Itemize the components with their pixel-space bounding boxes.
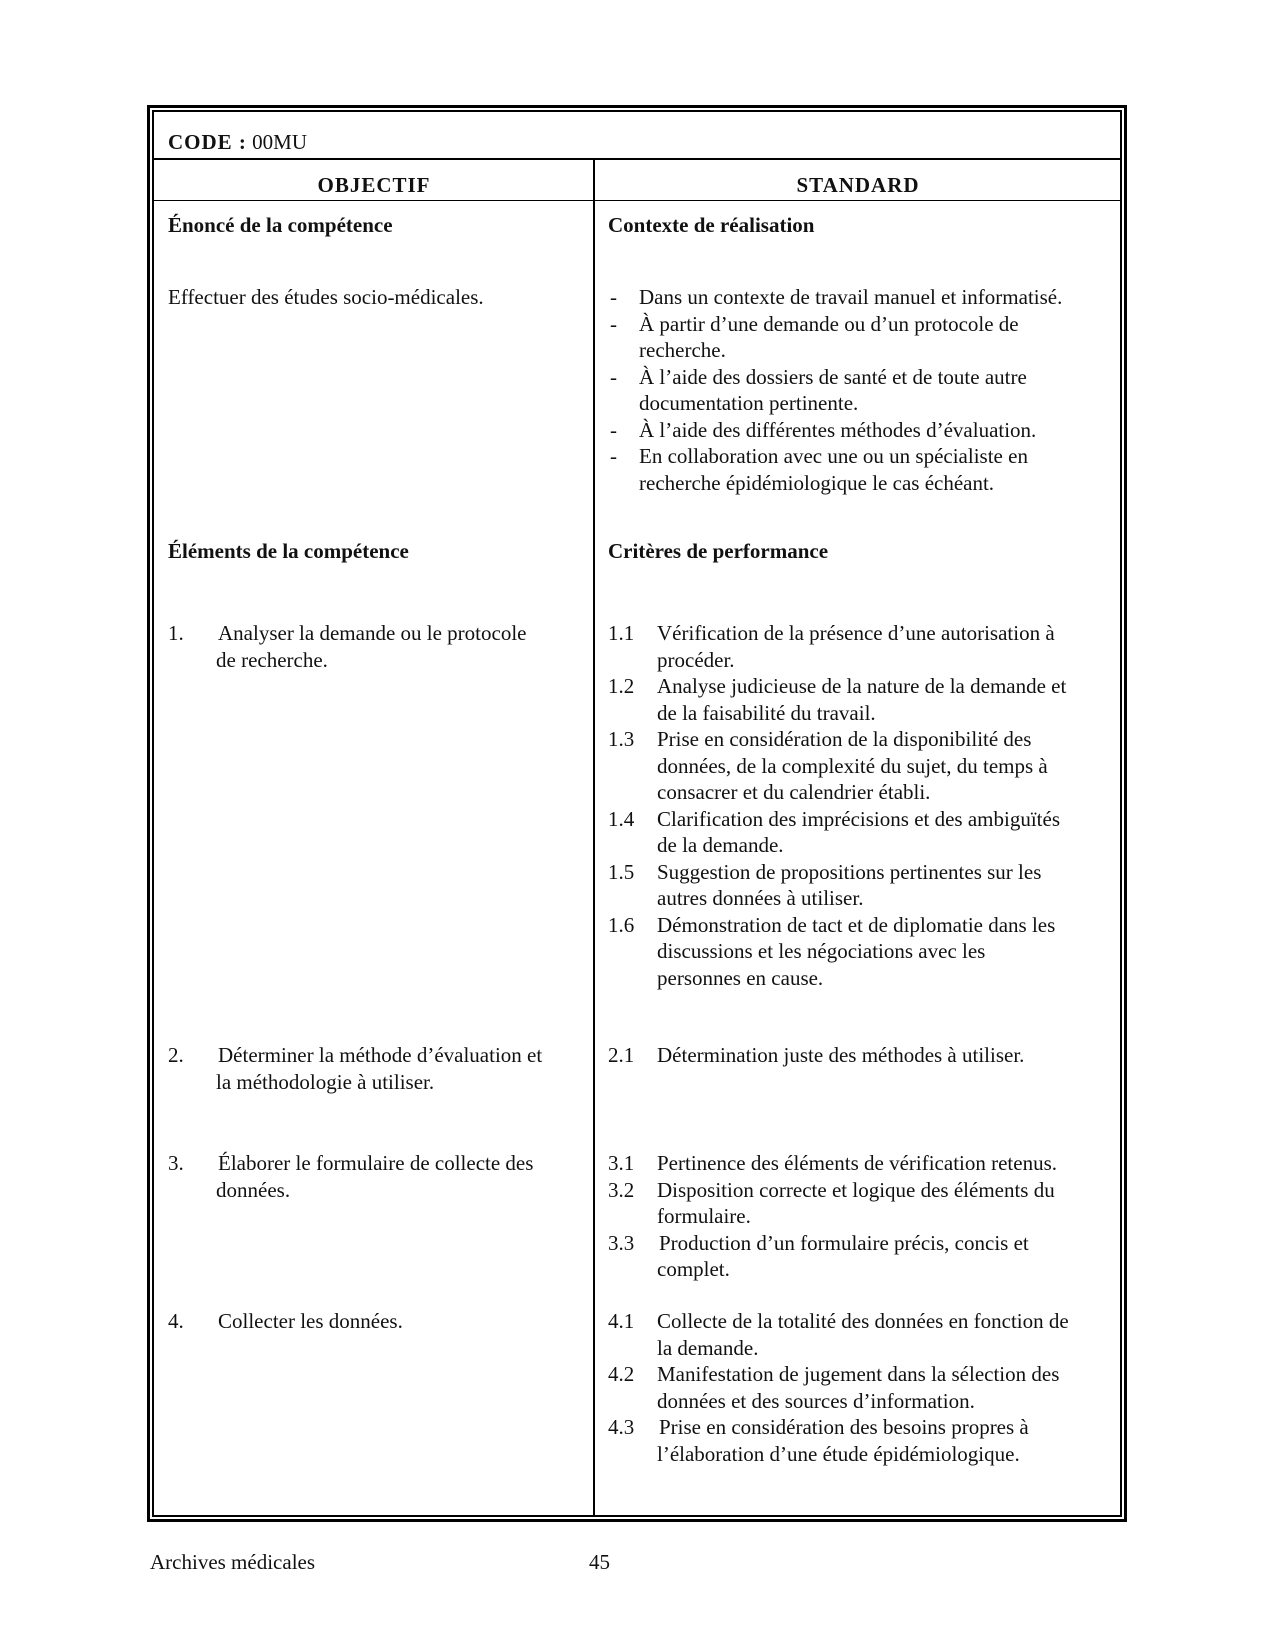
- criterion-text: [657, 620, 1055, 673]
- criterion-number: 1.6: [608, 912, 635, 937]
- element-text: [218, 1308, 403, 1335]
- element-text: [218, 620, 526, 673]
- criterion-line: procéder.: [657, 647, 735, 672]
- context-line: À l’aide des différentes méthodes d’évaluation.: [639, 417, 1037, 442]
- criterion-line: données et des sources d’information.: [657, 1388, 975, 1413]
- criterion-line: données, de la complexité du sujet, du temps à: [657, 753, 1048, 778]
- criterion-text: [657, 1150, 1057, 1177]
- element-line: Collecter les données.: [218, 1309, 403, 1333]
- competency-statement: Effectuer des études socio-médicales.: [168, 285, 484, 309]
- bullet-dash: -: [610, 285, 617, 309]
- criterion-line: Prise en considération de la disponibilité des: [657, 727, 1032, 751]
- code-value: 00MU: [252, 130, 308, 154]
- criterion-number: 4.2: [608, 1362, 635, 1386]
- criterion-line: Vérification de la présence d’une autorisation à: [657, 621, 1055, 645]
- criterion-text: [657, 1042, 1024, 1069]
- competency-table: [147, 105, 1127, 1522]
- element-number: 3.: [168, 1151, 184, 1175]
- criterion-line: Détermination juste des méthodes à utiliser.: [657, 1043, 1025, 1067]
- code-label: CODE :: [168, 130, 247, 154]
- context-text: [639, 364, 1027, 417]
- column-divider: [593, 160, 595, 1515]
- context-text: [639, 443, 1028, 496]
- criterion-number: 2.1: [608, 1043, 635, 1067]
- standard-header: STANDARD: [796, 173, 920, 197]
- element-text: [218, 1042, 542, 1095]
- bullet-dash: -: [610, 364, 617, 389]
- criterion-text: [657, 1308, 1069, 1361]
- criterion-line: Prise en considération des besoins propres à: [659, 1415, 1029, 1439]
- criterion-line: l’élaboration d’une étude épidémiologique.: [657, 1441, 1020, 1466]
- criterion-line: autres données à utiliser.: [657, 886, 864, 910]
- element-line: Déterminer la méthode d’évaluation et: [218, 1043, 543, 1067]
- statement-heading: Énoncé de la compétence: [168, 213, 393, 237]
- criteria-heading: Critères de performance: [608, 539, 829, 563]
- code-text: [168, 129, 307, 155]
- column-header-row: [154, 160, 1120, 201]
- criterion-line: de la demande.: [657, 833, 784, 857]
- criterion-number: 1.1: [608, 621, 635, 645]
- context-text: [639, 284, 1062, 311]
- element-number: 4.: [168, 1309, 184, 1333]
- criterion-text: [657, 912, 1055, 992]
- bullet-dash: -: [610, 417, 617, 442]
- criterion-line: personnes en cause.: [657, 965, 824, 990]
- criterion-text: [657, 1177, 1055, 1230]
- bullet-dash: -: [610, 444, 617, 468]
- criterion-number: 4.1: [608, 1309, 635, 1333]
- criterion-number: 3.1: [608, 1151, 635, 1175]
- criterion-text: [659, 1414, 1029, 1467]
- criterion-number: 1.2: [608, 674, 635, 698]
- criterion-line: Clarification des imprécisions et des ambiguïtés: [657, 806, 1060, 831]
- criterion-number: 4.3: [608, 1415, 635, 1439]
- criterion-line: Suggestion de propositions pertinentes sur les: [657, 859, 1042, 884]
- criterion-number: 3.2: [608, 1177, 635, 1202]
- objectif-header: OBJECTIF: [317, 173, 431, 197]
- footer-page-number: 45: [589, 1550, 610, 1574]
- code-row: [154, 112, 1120, 160]
- context-line: recherche épidémiologique le cas échéant.: [639, 470, 995, 495]
- context-text: [639, 311, 1019, 364]
- context-line: À partir d’une demande ou d’un protocole de: [639, 311, 1019, 336]
- criterion-text: [657, 859, 1041, 912]
- criterion-line: Disposition correcte et logique des éléments du: [657, 1177, 1055, 1202]
- context-line: En collaboration avec une ou un spécialiste en: [639, 444, 1028, 468]
- element-line: Élaborer le formulaire de collecte des: [218, 1151, 534, 1175]
- criterion-text: [659, 1230, 1029, 1283]
- criterion-line: Démonstration de tact et de diplomatie dans les: [657, 912, 1056, 937]
- criterion-line: de la faisabilité du travail.: [657, 700, 876, 725]
- criterion-line: discussions et les négociations avec les: [657, 939, 986, 963]
- criterion-line: la demande.: [657, 1335, 759, 1360]
- element-line: la méthodologie à utiliser.: [216, 1069, 435, 1094]
- bullet-dash: -: [610, 311, 617, 336]
- footer-document-title: Archives médicales: [150, 1550, 316, 1574]
- criterion-line: consacrer et du calendrier établi.: [657, 780, 931, 804]
- elements-heading: Éléments de la compétence: [168, 539, 409, 563]
- context-line: recherche.: [639, 338, 726, 362]
- element-number: 1.: [168, 621, 184, 645]
- element-number: 2.: [168, 1043, 184, 1067]
- criterion-line: Production d’un formulaire précis, concis et: [659, 1230, 1029, 1255]
- criterion-text: [657, 806, 1060, 859]
- context-line: À l’aide des dossiers de santé et de toute autre: [639, 364, 1027, 389]
- table-inner-border: [152, 110, 1122, 1517]
- criterion-text: [657, 673, 1066, 726]
- element-line: Analyser la demande ou le protocole: [218, 621, 527, 645]
- element-line: de recherche.: [216, 647, 328, 672]
- context-line: documentation pertinente.: [639, 391, 859, 415]
- criterion-line: Collecte de la totalité des données en fonction de: [657, 1309, 1069, 1333]
- criterion-text: [657, 726, 1048, 806]
- context-heading: Contexte de réalisation: [608, 213, 815, 237]
- context-text: [639, 417, 1036, 444]
- criterion-line: formulaire.: [657, 1204, 751, 1228]
- context-line: Dans un contexte de travail manuel et informatisé.: [639, 285, 1063, 309]
- criterion-number: 1.3: [608, 727, 635, 751]
- criterion-number: 1.4: [608, 806, 635, 831]
- element-text: [218, 1150, 533, 1203]
- criterion-number: 3.3: [608, 1230, 635, 1255]
- criterion-line: Manifestation de jugement dans la sélection des: [657, 1362, 1060, 1386]
- criterion-line: Analyse judicieuse de la nature de la demande et: [657, 674, 1067, 698]
- criterion-number: 1.5: [608, 859, 635, 884]
- criterion-line: Pertinence des éléments de vérification retenus.: [657, 1151, 1058, 1175]
- criterion-text: [657, 1361, 1059, 1414]
- criterion-line: complet.: [657, 1257, 730, 1281]
- element-line: données.: [216, 1177, 291, 1202]
